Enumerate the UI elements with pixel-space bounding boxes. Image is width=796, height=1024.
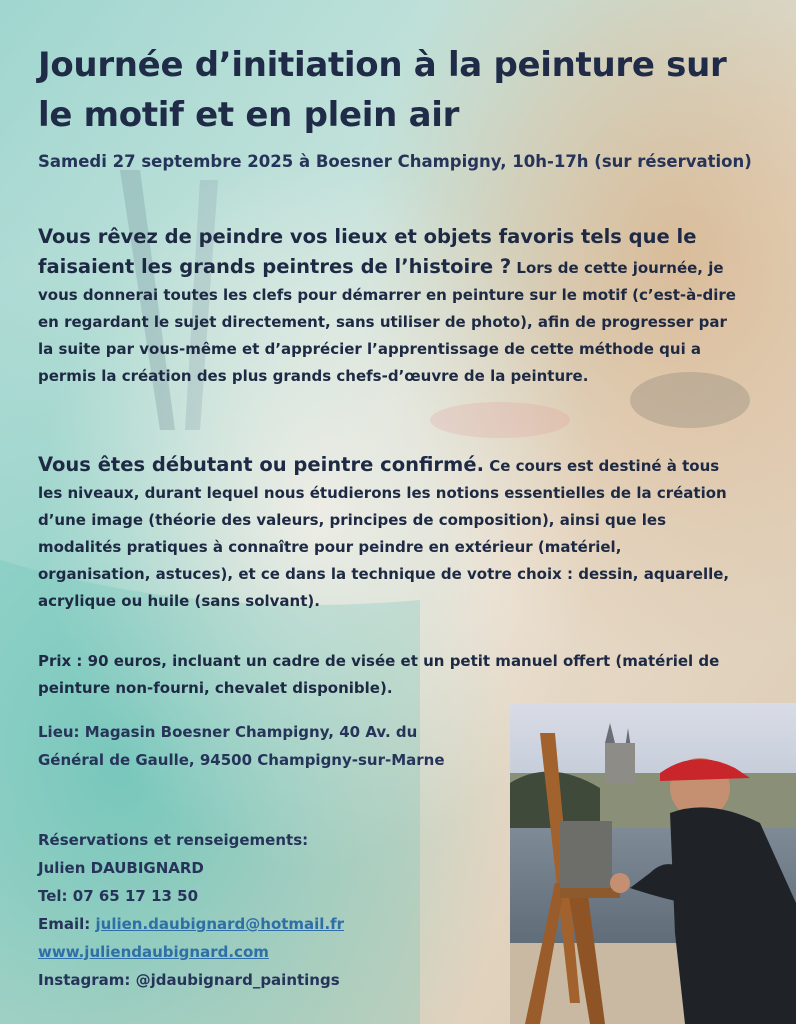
level-lead: Vous êtes débutant ou peintre confirmé. bbox=[38, 453, 484, 476]
intro-lead: Vous rêvez de peindre vos lieux et objets favoris tels que le faisaient les grands peintres de l’histoire ? bbox=[38, 225, 697, 278]
contact-phone: Tel: 07 65 17 13 50 bbox=[38, 887, 199, 905]
price-paragraph: Prix : 90 euros, incluant un cadre de visée et un petit manuel offert (matériel de peinture non-fourni, chevalet disponible). bbox=[38, 652, 720, 697]
contact-email-row bbox=[38, 910, 498, 938]
email-link[interactable]: julien.daubignard@hotmail.fr bbox=[95, 915, 345, 933]
contact-name: Julien DAUBIGNARD bbox=[38, 859, 204, 877]
level-paragraph bbox=[38, 450, 738, 615]
email-label: Email: bbox=[38, 915, 96, 933]
painter-photo bbox=[510, 703, 796, 1024]
contact-heading: Réservations et renseigements: bbox=[38, 831, 309, 849]
page-title: Journée d’initiation à la peinture sur le motif et en plein air bbox=[38, 45, 727, 135]
contact-block bbox=[38, 826, 498, 994]
event-date: Samedi 27 septembre 2025 à Boesner Champigny, 10h-17h (sur réservation) bbox=[38, 152, 752, 171]
contact-instagram: Instagram: @jdaubignard_paintings bbox=[38, 971, 340, 989]
level-body: Ce cours est destiné à tous les niveaux, durant lequel nous étudierons les notions essentielles de la création d’une image (théorie des valeurs, principes de composition), ainsi que les modalités pratiques à connaître pour peindre en extérieur (matériel, organisation, astuces), et ce dans la technique de votre choix : dessin, aquarelle, acrylique ou huile (sans solvant). bbox=[38, 457, 730, 610]
location-text: Lieu: Magasin Boesner Champigny, 40 Av. du Général de Gaulle, 94500 Champigny-sur-Marne bbox=[38, 723, 445, 769]
intro-body: Lors de cette journée, je vous donnerai toutes les clefs pour démarrer en peinture sur le motif (c’est-à-dire en regardant le sujet directement, sans utiliser de photo), afin de progresser par la suite par vous-même et d’apprécier l’apprentissage de cette méthode qui a permis la création des plus grands chefs-d’œuvre de la peinture. bbox=[38, 259, 736, 385]
intro-paragraph bbox=[38, 222, 738, 390]
website-link[interactable]: www.juliendaubignard.com bbox=[38, 943, 269, 961]
